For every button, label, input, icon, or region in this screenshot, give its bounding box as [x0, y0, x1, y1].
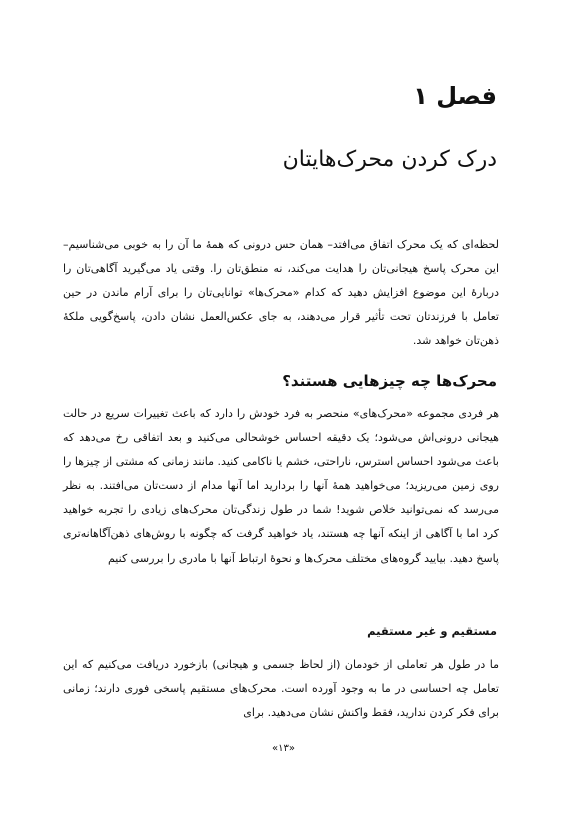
subsection-paragraph: ما در طول هر تعاملی از خودمان (از لحاظ جسمی و هیجانی) بازخورد دریافت می‌کنیم که این تعامل چه احساسی در ما به وجود آورده است. محرک‌های مستقیم پاسخی فوری دارند؛ زمانی برای فکر کردن ندارید، فقط واکنش نشان می‌دهید. برای: [63, 658, 499, 720]
intro-paragraph: لحظه‌ای که یک محرک اتفاق می‌افتد– همان حس درونی که همهٔ ما آن را به خوبی می‌شناسیم– این محرک پاسخ هیجانی‌تان را هدایت می‌کند، نه منطق‌تان را. وقتی یاد می‌گیرید آگاهی‌تان را دربارهٔ این موضوع افزایش دهید که کدام «محرک‌ها» توانایی‌تان را برای آرام ماندن در حین تعامل با فرزندتان تحت تأثیر قرار می‌دهند، به جای عکس‌العمل نشان دادن، پاسخ‌گویی ملکهٔ ذهن‌تان خواهد شد.: [63, 238, 499, 348]
chapter-title: درک کردن محرک‌هایتان: [282, 147, 497, 172]
section-paragraph: هر فردی مجموعه «محرک‌های» منحصر به فرد خودش را دارد که باعث تغییرات سریع در حالت هیجانی درونی‌اش می‌شود؛ یک دقیقه احساس خوشحالی می‌کنید و بعد اتفاقی رخ می‌دهد که باعث می‌شود احساس استرس، ناراحتی، خشم یا ناکامی کنید. مانند زمانی که مشتی از چیزها را روی زمین می‌ریزید؛ می‌خواهید همهٔ آنها را بردارید اما آنها مدام از دست‌تان می‌افتند. به نظر می‌رسد که نمی‌توانید خلاص شوید! شما در طول زندگی‌تان محرک‌های زیادی را تجربه خواهید کرد اما با آگاهی از اینکه آنها چه هستند، یاد خواهید گرفت که چگونه با روش‌های ذهن‌آگاهانه‌تری پاسخ دهید. بیایید گروه‌های مختلف محرک‌ها و نحوهٔ ارتباط آنها با مادری را بررسی کنیم: [63, 407, 499, 565]
subsection-heading: مستقیم و غیر مستقیم: [367, 624, 497, 638]
section-heading: محرک‌ها چه چیزهایی هستند؟: [282, 372, 497, 390]
chapter-label: فصل ۱: [413, 82, 497, 110]
page-number: «۱۳»: [272, 743, 295, 754]
